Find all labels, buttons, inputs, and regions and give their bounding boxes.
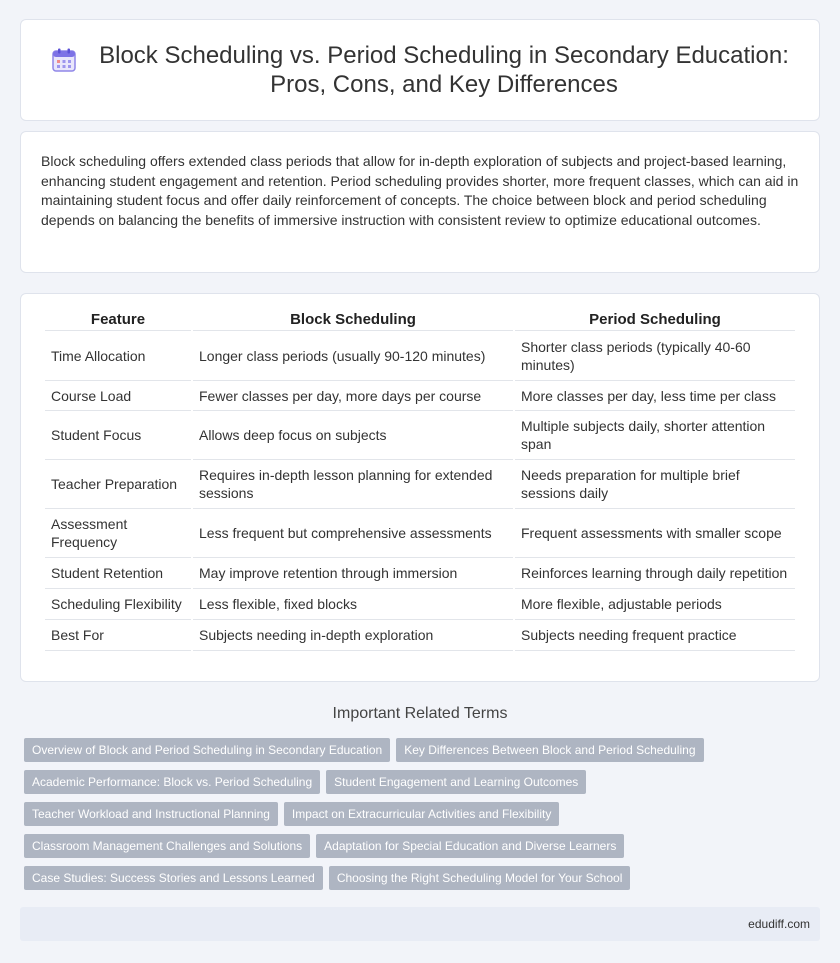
cell-period: Multiple subjects daily, shorter attention span xyxy=(515,411,795,460)
page-title xyxy=(99,41,789,99)
cell-block: Less frequent but comprehensive assessments xyxy=(193,509,513,558)
calendar-icon xyxy=(51,47,77,73)
cell-period: Frequent assessments with smaller scope xyxy=(515,509,795,558)
table-row xyxy=(45,509,795,558)
related-term-tag[interactable]: Student Engagement and Learning Outcomes xyxy=(326,770,586,794)
related-term-tag[interactable]: Classroom Management Challenges and Solutions xyxy=(24,834,310,858)
cell-feature: Teacher Preparation xyxy=(45,460,191,509)
cell-block: Allows deep focus on subjects xyxy=(193,411,513,460)
table-row xyxy=(45,558,795,589)
table-row xyxy=(45,411,795,460)
cell-feature: Student Retention xyxy=(45,558,191,589)
page-title-line1: Block Scheduling vs. Period Scheduling in Secondary Education: xyxy=(99,42,789,69)
title-card xyxy=(20,19,820,121)
intro-text: Block scheduling offers extended class periods that allow for in-depth exploration of subjects and project-based learning, enhancing student engagement and retention. Period scheduling provides shorter, more frequent classes, which can aid in maintaining student focus and offer daily reinforcement of concepts. The choice between block and period scheduling depends on balancing the benefits of immersive instruction with consistent review to optimize educational outcomes. xyxy=(41,153,799,228)
footer-site-link[interactable]: edudiff.com xyxy=(748,917,810,931)
related-term-tag[interactable]: Case Studies: Success Stories and Lessons Learned xyxy=(24,866,323,890)
page xyxy=(0,19,840,941)
cell-block: Requires in-depth lesson planning for extended sessions xyxy=(193,460,513,509)
cell-block: Longer class periods (usually 90-120 minutes) xyxy=(193,331,513,381)
cell-period: Shorter class periods (typically 40-60 minutes) xyxy=(515,331,795,381)
related-term-tag[interactable]: Choosing the Right Scheduling Model for Your School xyxy=(329,866,631,890)
cell-block: May improve retention through immersion xyxy=(193,558,513,589)
cell-feature: Time Allocation xyxy=(45,331,191,381)
page-title-line2: Pros, Cons, and Key Differences xyxy=(270,71,618,98)
header-feature: Feature xyxy=(45,309,191,331)
intro-card xyxy=(20,131,820,273)
cell-period: Needs preparation for multiple brief sessions daily xyxy=(515,460,795,509)
cell-feature: Scheduling Flexibility xyxy=(45,589,191,620)
comparison-table-card xyxy=(20,293,820,682)
related-term-tag[interactable]: Teacher Workload and Instructional Planning xyxy=(24,802,278,826)
related-term-tag[interactable]: Key Differences Between Block and Period Scheduling xyxy=(396,738,703,762)
cell-period: More flexible, adjustable periods xyxy=(515,589,795,620)
cell-feature: Best For xyxy=(45,620,191,651)
cell-feature: Course Load xyxy=(45,381,191,411)
table-row xyxy=(45,620,795,651)
related-term-tag[interactable]: Academic Performance: Block vs. Period Scheduling xyxy=(24,770,320,794)
table-row xyxy=(45,381,795,411)
related-term-tag[interactable]: Overview of Block and Period Scheduling in Secondary Education xyxy=(24,738,390,762)
cell-period: Reinforces learning through daily repetition xyxy=(515,558,795,589)
cell-period: More classes per day, less time per class xyxy=(515,381,795,411)
comparison-table xyxy=(43,309,797,651)
related-term-tag[interactable]: Adaptation for Special Education and Diverse Learners xyxy=(316,834,624,858)
cell-period: Subjects needing frequent practice xyxy=(515,620,795,651)
related-terms-list xyxy=(20,738,720,898)
header-period: Period Scheduling xyxy=(515,309,795,331)
table-row xyxy=(45,331,795,381)
table-header-row xyxy=(45,309,795,331)
related-terms-title: Important Related Terms xyxy=(332,705,508,722)
cell-feature: Student Focus xyxy=(45,411,191,460)
table-row xyxy=(45,589,795,620)
cell-block: Fewer classes per day, more days per course xyxy=(193,381,513,411)
related-term-tag[interactable]: Impact on Extracurricular Activities and Flexibility xyxy=(284,802,559,826)
cell-block: Less flexible, fixed blocks xyxy=(193,589,513,620)
cell-block: Subjects needing in-depth exploration xyxy=(193,620,513,651)
table-row xyxy=(45,460,795,509)
cell-feature: Assessment Frequency xyxy=(45,509,191,558)
header-block: Block Scheduling xyxy=(193,309,513,331)
footer xyxy=(20,907,820,941)
